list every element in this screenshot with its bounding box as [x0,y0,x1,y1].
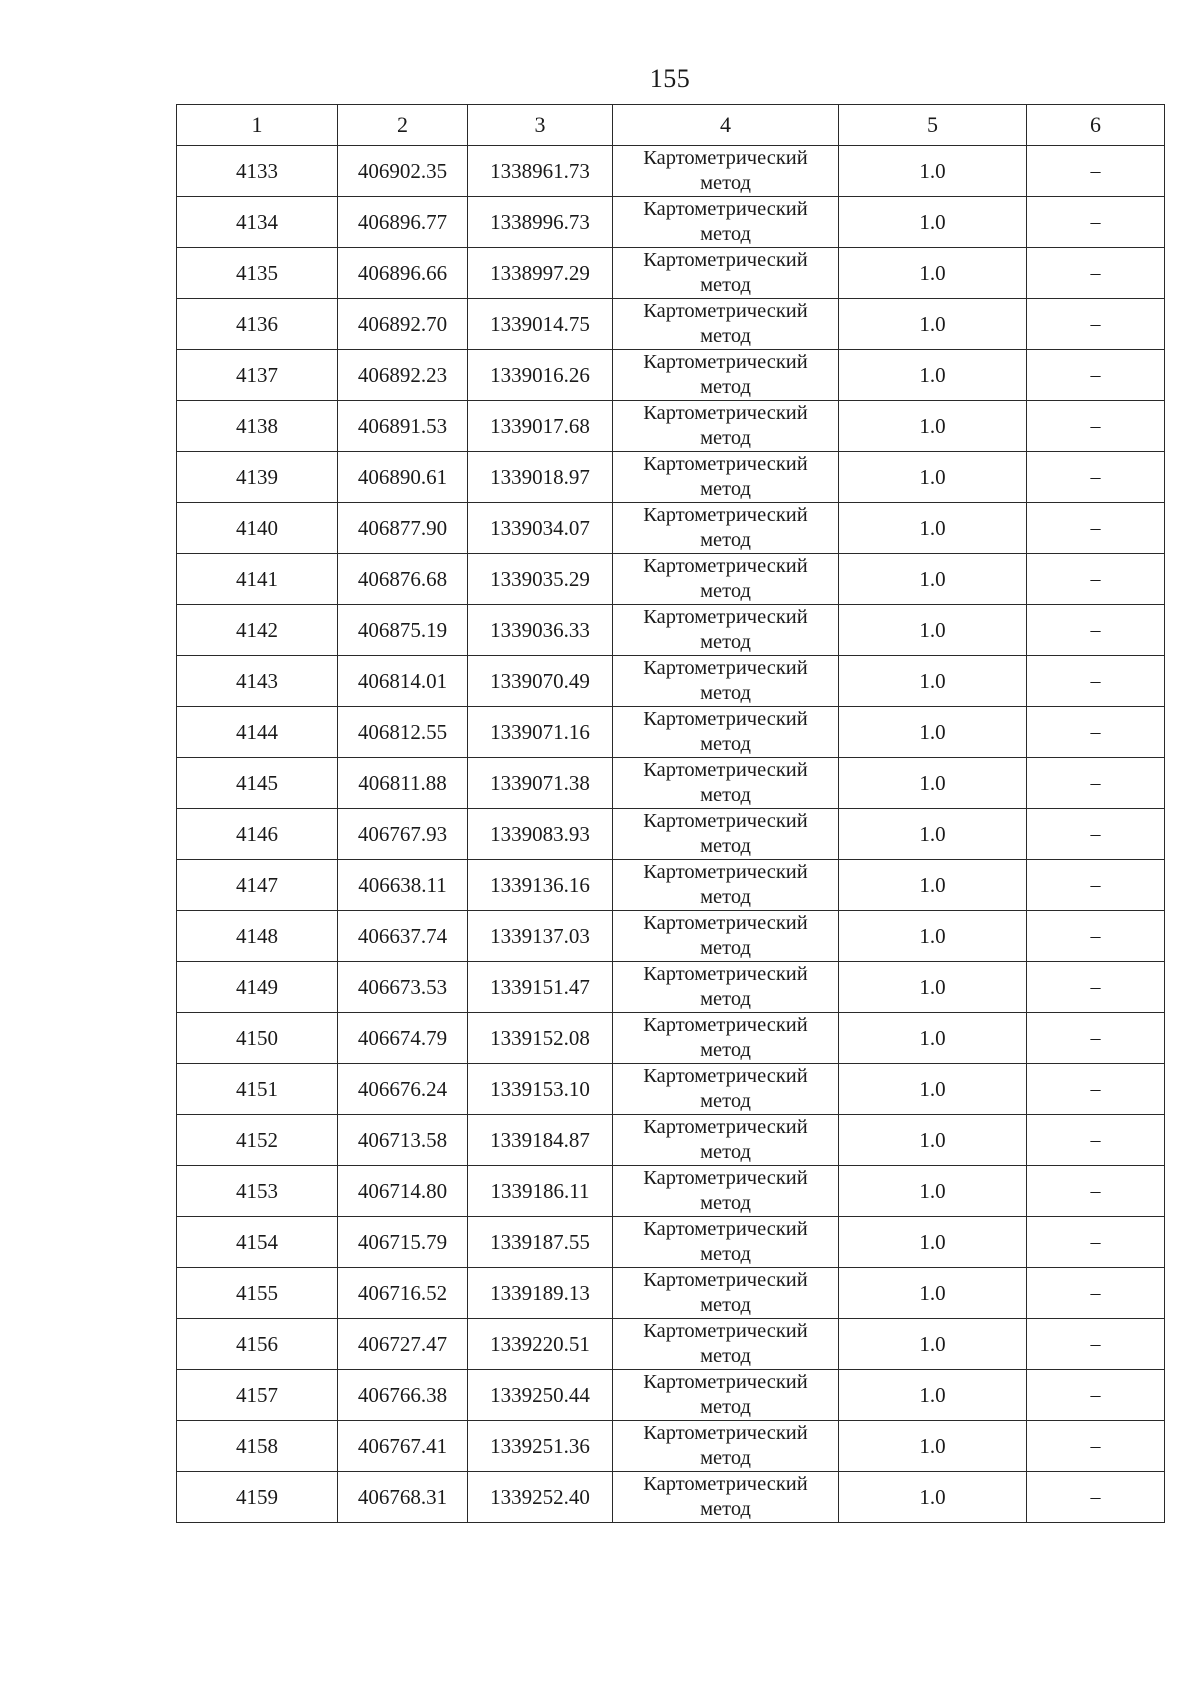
method-cell [613,299,839,350]
y-coordinate-cell: 1339186.11 [468,1166,613,1217]
note-cell: – [1027,1421,1165,1472]
method-line-2: метод [700,478,751,500]
note-cell: – [1027,1166,1165,1217]
accuracy-cell: 1.0 [839,1268,1027,1319]
note-cell: – [1027,656,1165,707]
method-cell [613,860,839,911]
accuracy-cell: 1.0 [839,1064,1027,1115]
y-coordinate-cell: 1339071.38 [468,758,613,809]
method-line-1: Картометрический [643,351,808,373]
method-line-2: метод [700,1447,751,1469]
method-cell [613,1064,839,1115]
note-cell: – [1027,146,1165,197]
x-coordinate-cell: 406767.41 [338,1421,468,1472]
table-row [177,860,1165,911]
table-row [177,299,1165,350]
table-row [177,1472,1165,1523]
table-row [177,1166,1165,1217]
point-number-cell: 4143 [177,656,338,707]
table-row [177,911,1165,962]
note-cell: – [1027,452,1165,503]
note-cell: – [1027,758,1165,809]
x-coordinate-cell: 406766.38 [338,1370,468,1421]
x-coordinate-cell: 406768.31 [338,1472,468,1523]
method-cell [613,1217,839,1268]
accuracy-cell: 1.0 [839,1421,1027,1472]
x-coordinate-cell: 406875.19 [338,605,468,656]
method-cell [613,758,839,809]
method-cell [613,1421,839,1472]
method-line-1: Картометрический [643,198,808,220]
method-cell [613,809,839,860]
note-cell: – [1027,1217,1165,1268]
table-header [177,105,1165,146]
column-header-2: 2 [338,105,468,146]
y-coordinate-cell: 1339187.55 [468,1217,613,1268]
note-cell: – [1027,197,1165,248]
note-cell: – [1027,962,1165,1013]
accuracy-cell: 1.0 [839,707,1027,758]
method-line-2: метод [700,1090,751,1112]
accuracy-cell: 1.0 [839,248,1027,299]
x-coordinate-cell: 406715.79 [338,1217,468,1268]
method-line-2: метод [700,223,751,245]
method-cell [613,962,839,1013]
method-line-2: метод [700,733,751,755]
method-line-1: Картометрический [643,1167,808,1189]
method-cell [613,1013,839,1064]
table-row [177,503,1165,554]
point-number-cell: 4145 [177,758,338,809]
method-cell [613,503,839,554]
accuracy-cell: 1.0 [839,1370,1027,1421]
method-cell [613,1472,839,1523]
table-row [177,707,1165,758]
method-line-1: Картометрический [643,1473,808,1495]
accuracy-cell: 1.0 [839,197,1027,248]
note-cell: – [1027,1319,1165,1370]
x-coordinate-cell: 406811.88 [338,758,468,809]
x-coordinate-cell: 406713.58 [338,1115,468,1166]
y-coordinate-cell: 1339016.26 [468,350,613,401]
method-line-2: метод [700,1192,751,1214]
y-coordinate-cell: 1339252.40 [468,1472,613,1523]
method-line-1: Картометрический [643,249,808,271]
y-coordinate-cell: 1339083.93 [468,809,613,860]
accuracy-cell: 1.0 [839,1115,1027,1166]
method-line-1: Картометрический [643,402,808,424]
point-number-cell: 4136 [177,299,338,350]
method-line-2: метод [700,1141,751,1163]
table-row [177,1064,1165,1115]
x-coordinate-cell: 406892.70 [338,299,468,350]
note-cell: – [1027,1115,1165,1166]
method-cell [613,1319,839,1370]
point-number-cell: 4144 [177,707,338,758]
column-header-3: 3 [468,105,613,146]
accuracy-cell: 1.0 [839,503,1027,554]
x-coordinate-cell: 406812.55 [338,707,468,758]
point-number-cell: 4159 [177,1472,338,1523]
column-header-4: 4 [613,105,839,146]
y-coordinate-cell: 1339220.51 [468,1319,613,1370]
x-coordinate-cell: 406714.80 [338,1166,468,1217]
accuracy-cell: 1.0 [839,401,1027,452]
method-cell [613,197,839,248]
method-line-2: метод [700,274,751,296]
accuracy-cell: 1.0 [839,860,1027,911]
table-row [177,962,1165,1013]
x-coordinate-cell: 406896.77 [338,197,468,248]
y-coordinate-cell: 1339036.33 [468,605,613,656]
table-row [177,248,1165,299]
method-line-1: Картометрический [643,861,808,883]
table-row [177,809,1165,860]
point-number-cell: 4154 [177,1217,338,1268]
method-cell [613,401,839,452]
table-row [177,554,1165,605]
x-coordinate-cell: 406637.74 [338,911,468,962]
x-coordinate-cell: 406814.01 [338,656,468,707]
note-cell: – [1027,1013,1165,1064]
point-number-cell: 4153 [177,1166,338,1217]
point-number-cell: 4134 [177,197,338,248]
y-coordinate-cell: 1339071.16 [468,707,613,758]
point-number-cell: 4151 [177,1064,338,1115]
method-line-1: Картометрический [643,963,808,985]
point-number-cell: 4156 [177,1319,338,1370]
accuracy-cell: 1.0 [839,554,1027,605]
point-number-cell: 4152 [177,1115,338,1166]
point-number-cell: 4149 [177,962,338,1013]
coordinates-table [176,104,1165,1523]
method-cell [613,1166,839,1217]
method-line-2: метод [700,988,751,1010]
accuracy-cell: 1.0 [839,1217,1027,1268]
method-line-1: Картометрический [643,1422,808,1444]
point-number-cell: 4135 [177,248,338,299]
method-line-1: Картометрический [643,1116,808,1138]
y-coordinate-cell: 1339189.13 [468,1268,613,1319]
x-coordinate-cell: 406891.53 [338,401,468,452]
table-row [177,1217,1165,1268]
method-line-2: метод [700,835,751,857]
method-line-2: метод [700,1294,751,1316]
point-number-cell: 4148 [177,911,338,962]
note-cell: – [1027,707,1165,758]
method-line-2: метод [700,937,751,959]
method-line-1: Картометрический [643,1320,808,1342]
y-coordinate-cell: 1339184.87 [468,1115,613,1166]
table-row [177,1319,1165,1370]
point-number-cell: 4140 [177,503,338,554]
method-line-2: метод [700,1345,751,1367]
x-coordinate-cell: 406727.47 [338,1319,468,1370]
method-line-1: Картометрический [643,1269,808,1291]
table-row [177,1370,1165,1421]
table-row [177,1013,1165,1064]
method-cell [613,1370,839,1421]
method-cell [613,656,839,707]
note-cell: – [1027,911,1165,962]
y-coordinate-cell: 1339151.47 [468,962,613,1013]
table-row [177,758,1165,809]
method-line-2: метод [700,1498,751,1520]
note-cell: – [1027,1472,1165,1523]
accuracy-cell: 1.0 [839,605,1027,656]
method-line-1: Картометрический [643,1371,808,1393]
table-row [177,1421,1165,1472]
accuracy-cell: 1.0 [839,809,1027,860]
note-cell: – [1027,605,1165,656]
accuracy-cell: 1.0 [839,1319,1027,1370]
accuracy-cell: 1.0 [839,911,1027,962]
method-line-1: Картометрический [643,1218,808,1240]
x-coordinate-cell: 406673.53 [338,962,468,1013]
method-line-2: метод [700,682,751,704]
accuracy-cell: 1.0 [839,758,1027,809]
method-line-1: Картометрический [643,555,808,577]
method-cell [613,1115,839,1166]
method-line-2: метод [700,1039,751,1061]
accuracy-cell: 1.0 [839,1166,1027,1217]
column-header-1: 1 [177,105,338,146]
y-coordinate-cell: 1339137.03 [468,911,613,962]
y-coordinate-cell: 1339035.29 [468,554,613,605]
note-cell: – [1027,809,1165,860]
method-cell [613,452,839,503]
column-header-5: 5 [839,105,1027,146]
table-row [177,146,1165,197]
method-line-1: Картометрический [643,1014,808,1036]
note-cell: – [1027,503,1165,554]
note-cell: – [1027,1268,1165,1319]
note-cell: – [1027,1064,1165,1115]
accuracy-cell: 1.0 [839,299,1027,350]
method-line-1: Картометрический [643,759,808,781]
y-coordinate-cell: 1339136.16 [468,860,613,911]
table-row [177,401,1165,452]
method-line-2: метод [700,784,751,806]
method-line-2: метод [700,1396,751,1418]
method-cell [613,911,839,962]
note-cell: – [1027,350,1165,401]
x-coordinate-cell: 406716.52 [338,1268,468,1319]
point-number-cell: 4150 [177,1013,338,1064]
table-row [177,1268,1165,1319]
point-number-cell: 4139 [177,452,338,503]
accuracy-cell: 1.0 [839,1472,1027,1523]
method-line-2: метод [700,631,751,653]
method-cell [613,605,839,656]
y-coordinate-cell: 1338961.73 [468,146,613,197]
method-line-1: Картометрический [643,504,808,526]
accuracy-cell: 1.0 [839,350,1027,401]
point-number-cell: 4158 [177,1421,338,1472]
y-coordinate-cell: 1339251.36 [468,1421,613,1472]
method-line-2: метод [700,1243,751,1265]
point-number-cell: 4146 [177,809,338,860]
y-coordinate-cell: 1339152.08 [468,1013,613,1064]
accuracy-cell: 1.0 [839,146,1027,197]
x-coordinate-cell: 406767.93 [338,809,468,860]
accuracy-cell: 1.0 [839,1013,1027,1064]
table-row [177,452,1165,503]
method-cell [613,248,839,299]
y-coordinate-cell: 1338996.73 [468,197,613,248]
table-row [177,656,1165,707]
x-coordinate-cell: 406674.79 [338,1013,468,1064]
y-coordinate-cell: 1339018.97 [468,452,613,503]
method-line-2: метод [700,886,751,908]
point-number-cell: 4141 [177,554,338,605]
method-line-2: метод [700,580,751,602]
method-line-2: метод [700,325,751,347]
method-cell [613,554,839,605]
point-number-cell: 4155 [177,1268,338,1319]
point-number-cell: 4133 [177,146,338,197]
x-coordinate-cell: 406902.35 [338,146,468,197]
accuracy-cell: 1.0 [839,656,1027,707]
x-coordinate-cell: 406638.11 [338,860,468,911]
method-line-2: метод [700,172,751,194]
y-coordinate-cell: 1338997.29 [468,248,613,299]
method-cell [613,707,839,758]
x-coordinate-cell: 406890.61 [338,452,468,503]
accuracy-cell: 1.0 [839,452,1027,503]
point-number-cell: 4147 [177,860,338,911]
x-coordinate-cell: 406676.24 [338,1064,468,1115]
method-line-1: Картометрический [643,1065,808,1087]
table-row [177,1115,1165,1166]
note-cell: – [1027,1370,1165,1421]
table-row [177,350,1165,401]
point-number-cell: 4157 [177,1370,338,1421]
y-coordinate-cell: 1339034.07 [468,503,613,554]
point-number-cell: 4138 [177,401,338,452]
x-coordinate-cell: 406876.68 [338,554,468,605]
method-line-2: метод [700,529,751,551]
method-cell [613,1268,839,1319]
x-coordinate-cell: 406892.23 [338,350,468,401]
method-line-2: метод [700,376,751,398]
note-cell: – [1027,401,1165,452]
y-coordinate-cell: 1339070.49 [468,656,613,707]
page-number: 155 [649,64,691,93]
column-header-6: 6 [1027,105,1165,146]
table-body [177,146,1165,1523]
method-cell [613,146,839,197]
method-line-1: Картометрический [643,912,808,934]
method-line-1: Картометрический [643,606,808,628]
x-coordinate-cell: 406896.66 [338,248,468,299]
method-line-1: Картометрический [643,453,808,475]
note-cell: – [1027,554,1165,605]
method-line-1: Картометрический [643,147,808,169]
y-coordinate-cell: 1339153.10 [468,1064,613,1115]
x-coordinate-cell: 406877.90 [338,503,468,554]
y-coordinate-cell: 1339014.75 [468,299,613,350]
point-number-cell: 4137 [177,350,338,401]
table-row [177,197,1165,248]
table-row [177,605,1165,656]
point-number-cell: 4142 [177,605,338,656]
method-line-1: Картометрический [643,300,808,322]
method-line-1: Картометрический [643,657,808,679]
y-coordinate-cell: 1339017.68 [468,401,613,452]
method-cell [613,350,839,401]
accuracy-cell: 1.0 [839,962,1027,1013]
note-cell: – [1027,248,1165,299]
method-line-2: метод [700,427,751,449]
header-row [177,105,1165,146]
y-coordinate-cell: 1339250.44 [468,1370,613,1421]
note-cell: – [1027,299,1165,350]
method-line-1: Картометрический [643,708,808,730]
note-cell: – [1027,860,1165,911]
method-line-1: Картометрический [643,810,808,832]
